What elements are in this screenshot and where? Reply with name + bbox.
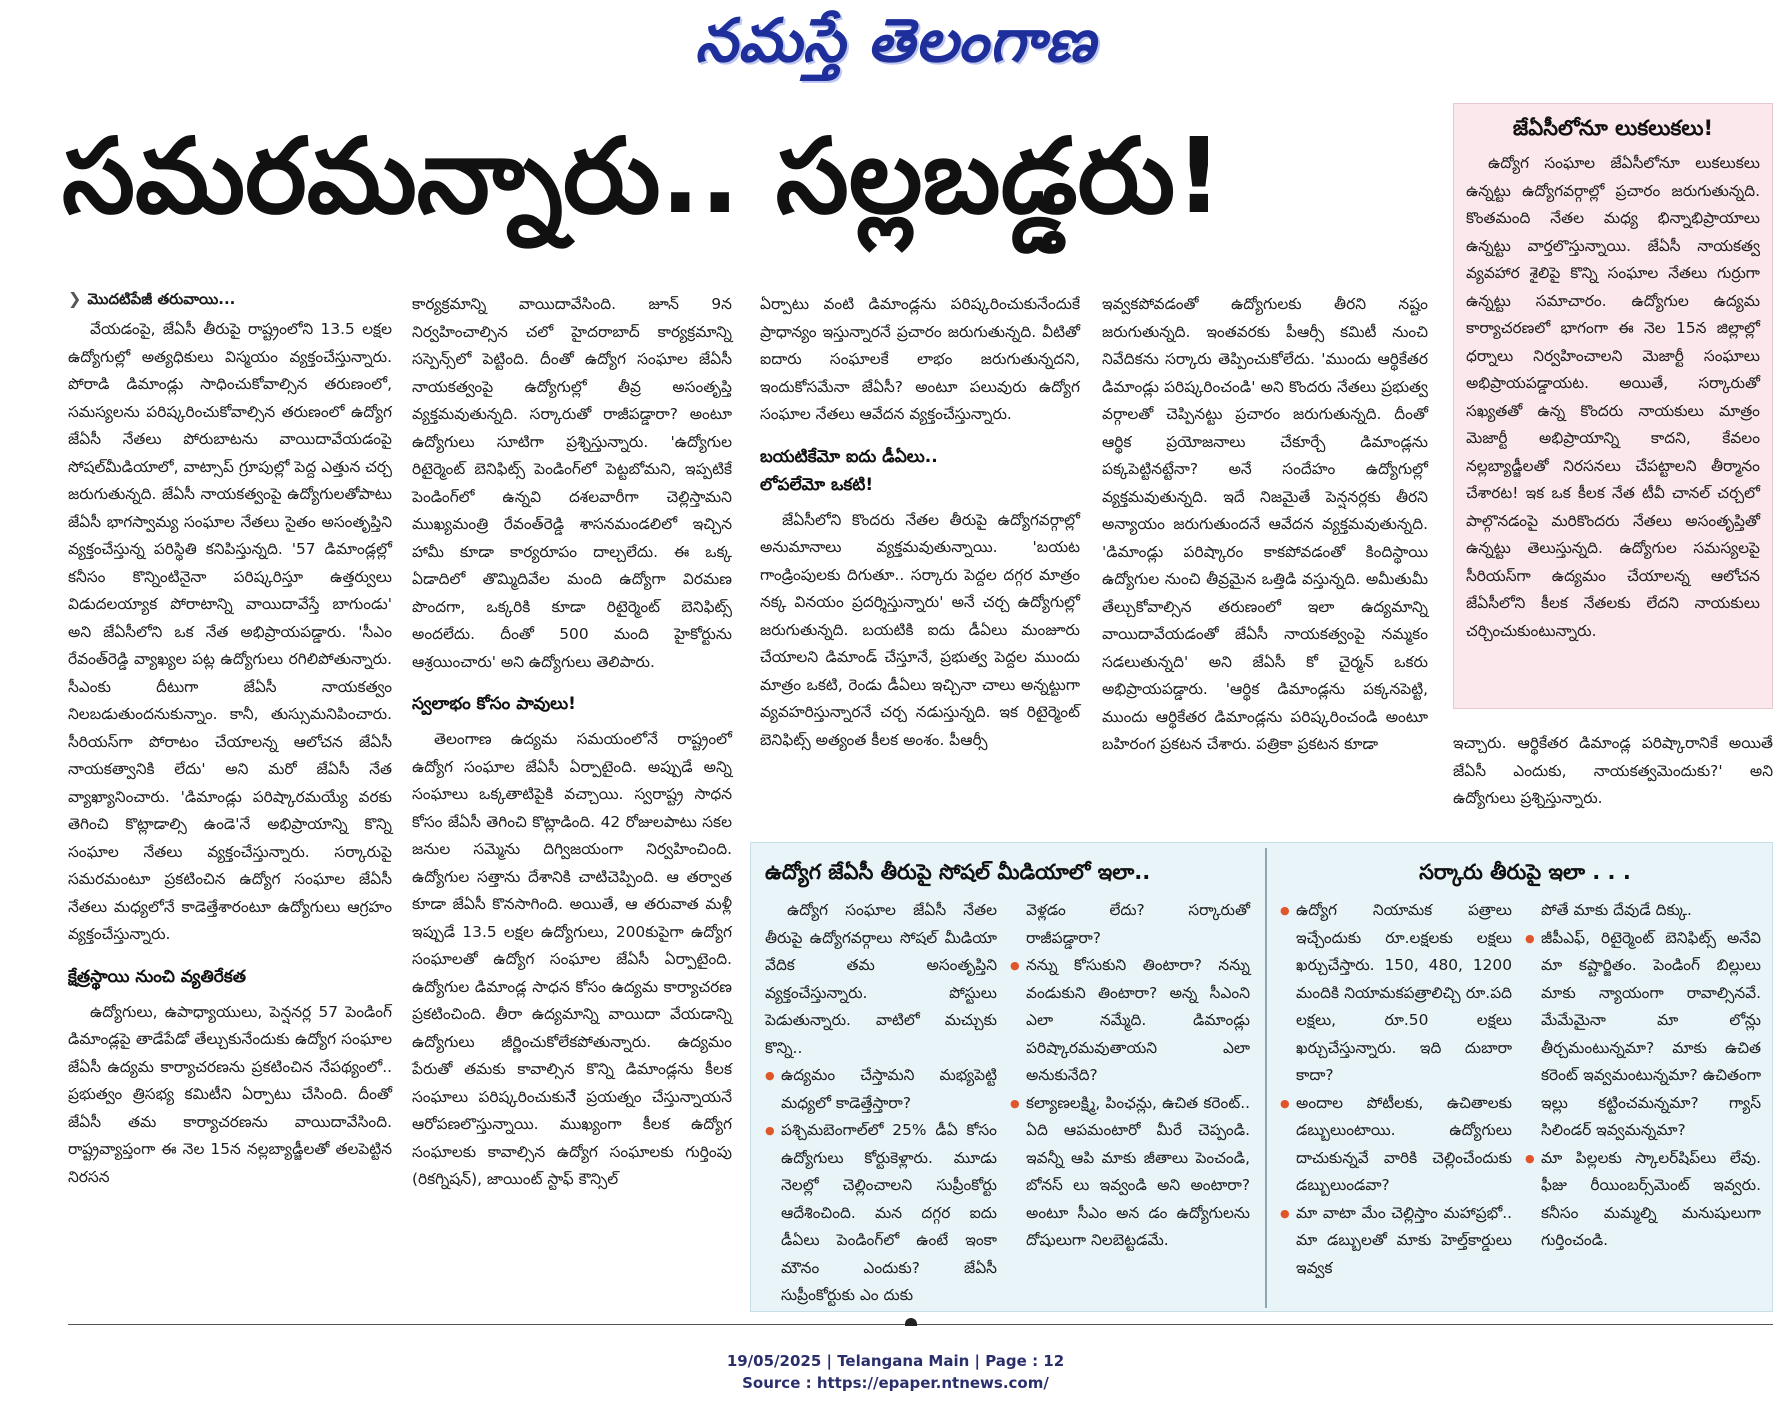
list-item: ● మా వాటా మేం చెల్లిస్తాం మహాప్రభో.. మా డబ్బులతో మాకు హెల్త్‌కార్డులు ఇవ్వక — [1280, 1200, 1512, 1283]
footer-date-line: 19/05/2025 | Telangana Main | Page : 12 — [726, 1352, 1065, 1370]
paragraph: ఉద్యోగ సంఘాల జేఏసీ నేతల తీరుపై ఉద్యోగవర్గాలు సోషల్ మీడియా వేదిక తమ అసంతృప్తిని వ్యక్తంచేస్తున్నారు. పోస్టులు పెడుతున్నారు. వాటిలో మచ్చుకు కొన్ని.. — [765, 901, 997, 1057]
paragraph: తెలంగాణ ఉద్యమ సమయంలోనే రాష్ట్రంలో ఉద్యోగ సంఘాల జేఏసీ ఏర్పాటైంది. అప్పుడే అన్ని సంఘాలు ఒక్కతాటిపైకి వచ్చాయి. స్వరాష్ట్ర సాధన కోసం జేఏసీ తెగించి కొట్లాడింది. 42 రోజులపాటు సకల జనుల సమ్మెను దిగ్విజయంగా నిర్వహించింది. ఉద్యోగుల సత్తాను దేశానికి చాటిచెప్పింది. ఆ తర్వాత కూడా జేఏసీ కొనసాగింది. అయితే, ఆ తరువాత మళ్లీ ఇప్పుడే 13.5 లక్షల ఉద్యోగులు, 200కుపైగా ఉద్యోగ సంఘాలతో ఉద్యోగ సంఘాల జేఏసీ ఏర్పాటైంది. ఉద్యోగుల డిమాండ్ల సాధన కోసం ఉద్యమ కార్యాచరణ ప్రకటించింది. తీరా ఉద్యమాన్ని వాయిదా వేయడాన్ని ఉద్యోగులు జీర్ణించుకోలేకపోతున్నారు. ఉద్యమం పేరుతో తమకు కావాల్సిన కొన్ని డిమాండ్లను కీలక సంఘాలు పరిష్కరించుకునేే ప్రయత్నం చేస్తున్నాయనే ఆరోపణలొస్తున్నాయి. ముఖ్యంగా కీలక ఉద్యోగ సంఘాలకు కావాల్సిన ఉద్యోగ సంఘాలకు గుర్తింపు (రికగ్నిషన్), జాయింట్ స్టాఫ్ కౌన్సిల్ — [412, 730, 732, 1188]
list-item-continued: వెళ్లడం లేదు? సర్కారుతో రాజీపడ్డారా? — [1026, 901, 1250, 947]
subheading: స్వలాభం కోసం పావులు! — [412, 694, 576, 714]
footer-source-link[interactable]: Source : https://epaper.ntnews.com/ — [742, 1374, 1049, 1392]
footer-rule — [68, 1324, 1773, 1325]
continued-label: ❯ మొదటిపేజీ తరువాయి... — [68, 289, 236, 308]
list-item: ● కల్యాణలక్ష్మి, పింఛన్లు, ఉచిత కరెంట్.. ఏది ఆపమంటారో మీరే చెప్పండి. ఇవన్నీ ఆపి మాకు జీతాలు పెంచండి, బోనస్ లు ఇవ్వండి అని అంటారా? అంటూ సీఎం అన డం ఉద్యోగులను దోషులుగా నిలబెట్టడమే. — [1010, 1090, 1250, 1255]
article-column-2 — [412, 291, 732, 1194]
masthead-logo: నమస్తే తెలంగాణ — [694, 6, 1097, 76]
box-left-column-a — [765, 897, 997, 1310]
list-item: ● మా పిల్లలకు స్కాలర్‌షిప్‌లు లేవు. ఫీజు రీయింబర్స్‌మెంట్ ఇవ్వరు. కనీసం మమ్మల్ని మనుషులుగా గుర్తించండి. — [1525, 1145, 1761, 1255]
article-column-5-tail — [1453, 730, 1773, 813]
list-item: ● ఉద్యమం చేస్తామని మభ్యపెట్టి మధ్యలో కాడెత్తేస్తారా? — [765, 1062, 997, 1117]
paragraph: ఇవ్వకపోవడంతో ఉద్యోగులకు తీరని నష్టం జరుగుతున్నది. ఇంతవరకు పీఆర్సీ కమిటీ నుంచి నివేదికను సర్కారు తెప్పించుకోలేదు. 'ముందు ఆర్థికేతర డిమాండ్లు పరిష్కరించండి' అని కొందరు నేతలు ప్రభుత్వ వర్గాలతో చెప్పినట్టు ప్రచారం జరుగుతున్నది. దీంతో ఆర్థిక ప్రయోజనాలు చేకూర్చే డిమాండ్లను పక్కపెట్టినట్టేనా? అనే సందేహం ఉద్యోగుల్లో వ్యక్తమవుతున్నది. ఇదే నిజమైతే పెన్షనర్లకు తీరని అన్యాయం జరుగుతుందనే ఆవేదన వ్యక్తమవుతున్నది. 'డిమాండ్లు పరిష్కారం కాకపోవడంతో కిందిస్థాయి ఉద్యోగుల నుంచి తీవ్రమైన ఒత్తిడి వస్తున్నది. అమీతుమీ తేల్చుకోవాల్సిన తరుణంలో ఇలా ఉద్యమాన్ని వాయిదావేయడంతో జేఏసీ నాయకత్వంపై నమ్మకం సడలుతున్నది' అని జేఏసీ కో చైర్మన్ ఒకరు అభిప్రాయపడ్డారు. 'ఆర్థిక డిమాండ్లను పక్కనపెట్టి, ముందు ఆర్థికేతర డిమాండ్లను పరిష్కరించండి అంటూ బహిరంగ ప్రకటన చేశారు. పత్రికా ప్రకటన కూడా — [1102, 295, 1428, 753]
sidebar-box — [1453, 103, 1773, 709]
article-column-3 — [760, 291, 1080, 754]
chevron-right-icon: ❯ — [68, 289, 82, 308]
subheading: క్షేత్రస్థాయి నుంచి వ్యతిరేకత — [68, 966, 246, 987]
bullet-list — [1280, 897, 1512, 1282]
page-marker-icon — [905, 1318, 917, 1326]
list-item: ● ఉద్యోగ నియామక పత్రాలు ఇచ్చేందుకు రూ.లక్షలకు లక్షలు ఖర్చుచేస్తారు. 150, 480, 1200 మందికి నియామకపత్రాలిచ్చి రూ.పది లక్షలు, రూ.50 లక్షలు ఖర్చుచేస్తున్నారు. ఇది దుబారా కాదా? — [1280, 897, 1512, 1090]
paragraph: ఉద్యోగులు, ఉపాధ్యాయులు, పెన్షనర్ల 57 పెండింగ్ డిమాండ్లపై తాడేపేడో తేల్చుకునేందుకు ఉద్యోగ సంఘాల జేఏసీ ఉద్యమ కార్యాచరణను ప్రకటించిన నేపథ్యంలో.. ప్రభుత్వం త్రిసభ్య కమిటీని ఏర్పాటు చేసింది. దీంతో జేఏసీ తమ కార్యాచరణను వాయిదావేసింది. రాష్ట్రవ్యాప్తంగా ఈ నెల 15న నల్లబ్యాడ్జీలతో తలపెట్టిన నిరసన — [68, 1002, 392, 1186]
article-column-4 — [1102, 291, 1428, 759]
page-headline: సమరమన్నారు.. సల్లబడ్డరు! — [62, 115, 1223, 237]
list-item: ● జీపీఎఫ్, రిటైర్మెంట్ బెనిఫిట్స్ అనేవి మా కష్టార్జితం. పెండింగ్ బిల్లులు మాకు న్యాయంగా రావాల్సినవే. మేమేమైనా మా లోన్లు తీర్చమంటున్నమా? మాకు ఉచిత కరెంట్ ఇవ్వమంటున్నమా? ఉచితంగా ఇల్లు కట్టించమన్నమా? గ్యాస్ సిలిండర్ ఇవ్వమన్నమా? — [1525, 925, 1761, 1145]
box-divider — [1265, 848, 1267, 1308]
paragraph: ఏర్పాటు వంటి డిమాండ్లను పరిష్కరించుకునేందుకే ప్రాధాన్యం ఇస్తున్నారనే ప్రచారం జరుగుతున్నది. వీటితో ఐదారు సంఘాలకే లాభం జరుగుతున్నదని, ఇందుకోసమేనా జేఏసీ? అంటూ పలువురు ఉద్యోగ సంఘాల నేతలు ఆవేదన వ్యక్తంచేస్తున్నారు. — [760, 295, 1080, 423]
sidebar-text: ఉద్యోగ సంఘాల జేఏసీలోనూ లుకలుకలు ఉన్నట్టు ఉద్యోగవర్గాల్లో ప్రచారం జరుగుతున్నది. కొంతమంది నేతల మధ్య భిన్నాభిప్రాయాలు ఉన్నట్టు వార్తలొస్తున్నాయి. జేఏసీ నాయకత్వ వ్యవహార శైలిపై కొన్ని సంఘాల నేతలు గుర్రుగా ఉన్నట్టు సమాచారం. ఉద్యోగుల ఉద్యమ కార్యాచరణలో భాగంగా ఈ నెల 15న జిల్లాల్లో ధర్నాలు నిర్వహించాలని మెజార్టీ సంఘాలు అభిప్రాయపడ్డాయట. అయితే, సర్కారుతో సఖ్యతతో ఉన్న కొందరు నాయకులు మాత్రం మెజార్టీ అభిప్రాయాన్ని కాదని, కేవలం నల్లబ్యాడ్జీలతో నిరసనలు చేపట్టాలని తీర్మానం చేశారట! ఇక ఒక కీలక నేత టీవీ చానల్ చర్చలో పాల్గొనడంపై మరికొందరు నేతలు అసంతృప్తితో ఉన్నట్టు తెలుస్తున్నది. ఉద్యోగుల సమస్యలపై సీరియస్‌గా ఉద్యమం చేయాలన్న ఆలోచన జేఏసీలోని కీలక నేతలకు లేదని నాయకులు చర్చించుకుంటున్నారు. — [1466, 154, 1760, 640]
bullet-list — [765, 1062, 997, 1310]
box-right-column-a — [1280, 897, 1512, 1282]
bullet-list — [1525, 897, 1761, 1255]
paragraph: ఇచ్చారు. ఆర్థికేతర డిమాండ్ల పరిష్కారానికే అయితే జేఏసీ ఎందుకు, నాయకత్వమెందుకు?' అని ఉద్యోగులు ప్రశ్నిస్తున్నారు. — [1453, 734, 1773, 807]
box-right-column-b — [1525, 897, 1761, 1255]
subheading: లోపలేమో ఒకటి! — [760, 474, 874, 495]
box-left-title: ఉద్యోగ జేఏసీ తీరుపై సోషల్ మీడియాలో ఇలా.. — [765, 860, 1151, 884]
article-column-1 — [68, 286, 392, 1191]
list-item: ● పశ్చిమబెంగాల్‌లో 25% డీఏ కోసం ఉద్యోగులు కోర్టుకెళ్లారు. మూడు నెలల్లో చెల్లించాలని సుప్రీంకోర్టు ఆదేశించింది. మన దగ్గర ఐదు డీఏలు పెండింగ్‌లో ఉంటే ఇంకా మౌనం ఎందుకు? జేఏసీ సుప్రీంకోర్టుకు ఎం దుకు — [765, 1117, 997, 1310]
bullet-list — [1010, 897, 1250, 1255]
sidebar-title: జేఏసీలోనూ లుకలుకలు! — [1512, 116, 1714, 140]
list-item-continued: పోతే మాకు దేవుడే దిక్కు. — [1541, 901, 1692, 919]
paragraph: జేఏసీలోని కొందరు నేతల తీరుపై ఉద్యోగవర్గాల్లో అనుమానాలు వ్యక్తమవుతున్నాయి. 'బయట గాండ్రింపులకు దిగుతూ.. సర్కారు పెద్దల దగ్గర మాత్రం నక్క వినయం ప్రదర్శిస్తున్నారు' అనే చర్చ ఉద్యోగుల్లో జరుగుతున్నది. బయటికి ఐదు డీఏలు మంజూరు చేయాలని డిమాండ్ చేస్తూనే, ప్రభుత్వ పెద్దల ముందు మాత్రం ఒకటి, రెండు డీఏలు ఇచ్చినా చాలు అన్నట్టుగా వ్యవహరిస్తున్నారనే చర్చ నడుస్తున్నది. ఇక రిటైర్మెంట్ బెనిఫిట్స్ అత్యంత కీలక అంశం. పీఆర్సీ — [760, 510, 1080, 749]
box-right-title: సర్కారు తీరుపై ఇలా . . . — [1419, 860, 1631, 884]
paragraph: వేయడంపై, జేఏసీ తీరుపై రాష్ట్రంలోని 13.5 లక్షల ఉద్యోగుల్లో అత్యధికులు విస్మయం వ్యక్తంచేస్తున్నారు. పోరాడి డిమాండ్లు సాధించుకోవాల్సిన తరుణంలో, సమస్యలను పరిష్కరించుకోవాల్సిన తరుణంలో ఉద్యోగ జేఏసీ నేతలు పోరుబాటను వాయిదావేయడంపై సోషల్‌మీడియాలో, వాట్సాప్ గ్రూపుల్లో పెద్ద ఎత్తున చర్చ జరుగుతున్నది. జేఏసీ నాయకత్వంపై ఉద్యోగులతోపాటు జేఏసీ భాగస్వామ్య సంఘాల నేతలు సైతం అసంతృప్తిని వ్యక్తంచేస్తున్న పరిస్థితి కనిపిస్తున్నది. '57 డిమాండ్లల్లో కనీసం కొన్నింటినైనా పరిష్కరిస్తూ ఉత్తర్వులు విడుదలయ్యాక పోరాటాన్ని వాయిదావేస్తే బాగుండు' అని జేఏసీలోని ఒక నేత అభిప్రాయపడ్డారు. 'సీఎం రేవంత్‌రెడ్డి వ్యాఖ్యల పట్ల ఉద్యోగులు రగిలిపోతున్నారు. సీఎంకు దీటుగా జేఏసీ నాయకత్వం నిలబడుతుందనుకున్నాం. కానీ, తుస్సుమనిపించారు. సీరియస్‌గా పోరాటం చేయాలన్న ఆలోచన జేఏసీ నాయకత్వానికి లేదు' అని మరో జేఏసీ నేత వ్యాఖ్యానించారు. 'డిమాండ్లు పరిష్కారమయ్యే వరకు తెగించి కొట్లాడాల్సి ఉండె'నే అభిప్రాయాన్ని కొన్ని సంఘాల నేతలు వ్యక్తంచేస్తున్నారు. సర్కారుపై సమరమంటూ ప్రకటించిన ఉద్యోగ సంఘాల జేఏసీ నేతలు మధ్యలోనే కాడెత్తేశారంటూ ఉద్యోగులు ఆగ్రహం వ్యక్తంచేస్తున్నారు. — [68, 320, 392, 943]
box-left-column-b — [1010, 897, 1250, 1255]
list-item: ● అందాల పోటీలకు, ఉచితాలకు డబ్బులుంటాయి. ఉద్యోగులు దాచుకున్నవే వారికి చెల్లించేందుకు డబ్బులుండవా? — [1280, 1090, 1512, 1200]
subheading: బయటికేమో ఐదు డీఏలు.. — [760, 446, 938, 467]
list-item: ● నన్ను కోసుకుని తింటారా? నన్ను వండుకుని తింటారా? అన్న సీఎంని ఎలా నమ్మేది. డిమాండ్లు పరిష్కారమవుతాయని ఎలా అనుకునేది? — [1010, 952, 1250, 1090]
paragraph: కార్యక్రమాన్ని వాయిదావేసింది. జూన్ 9న నిర్వహించాల్సిన చలో హైదరాబాద్ కార్యక్రమాన్ని సస్పెన్స్‌లో పెట్టింది. దీంతో ఉద్యోగ సంఘాల జేఏసీ నాయకత్వంపై ఉద్యోగుల్లో తీవ్ర అసంతృప్తి వ్యక్తమవుతున్నది. సర్కారుతో రాజీపడ్డారా? అంటూ ఉద్యోగులు సూటిగా ప్రశ్నిస్తున్నారు. 'ఉద్యోగుల రిటైర్మెంట్ బెనిఫిట్స్ పెండింగ్‌లో పెట్టబోమని, ఇప్పటికే పెండింగ్‌లో ఉన్నవి దశలవారీగా చెల్లిస్తామని ముఖ్యమంత్రి రేవంత్‌రెడ్డి శాసనమండలిలో ఇచ్చిన హామీ కూడా కార్యరూపం దాల్చలేదు. ఈ ఒక్క ఏడాదిలో తొమ్మిదివేల మంది ఉద్యోగా విరమణ పొందగా, ఒక్కరికి కూడా రిటైర్మెంట్ బెనిఫిట్స్ అందలేదు. దీంతో 500 మంది హైకోర్టును ఆశ్రయించారు' అని ఉద్యోగులు తెలిపారు. — [412, 295, 732, 671]
